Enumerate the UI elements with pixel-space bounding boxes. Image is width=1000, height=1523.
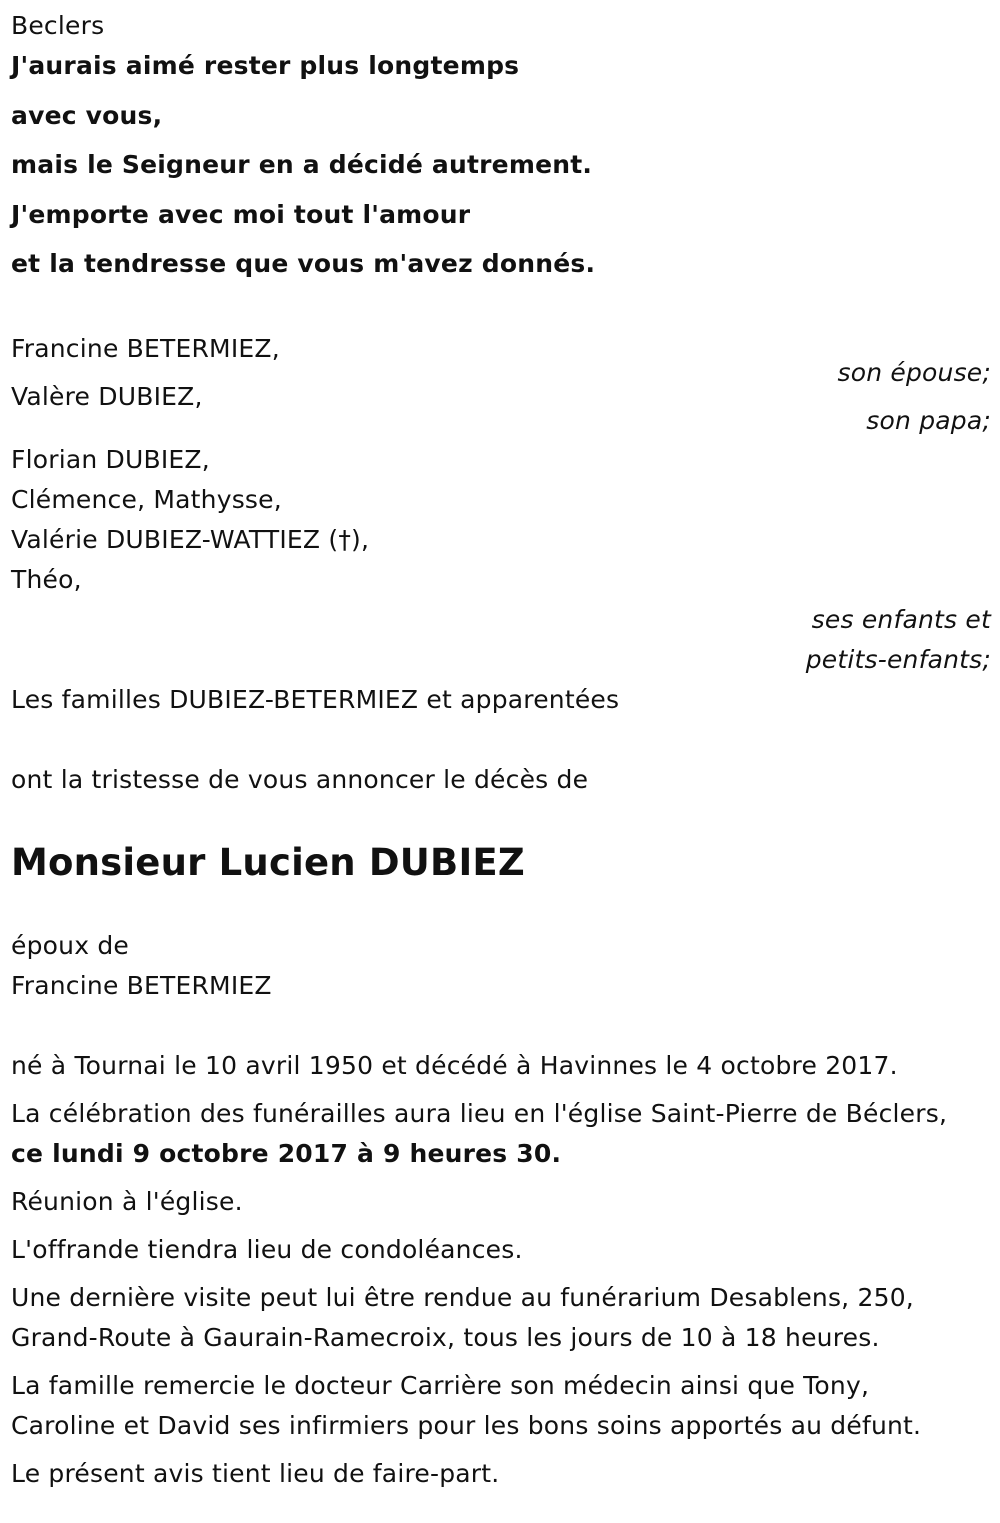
funeral-line: La célébration des funérailles aura lieu en l'église Saint-Pierre de Béclers, — [11, 1098, 948, 1128]
thanks-line: Caroline et David ses infirmiers pour les bons soins apportés au défunt. — [11, 1410, 922, 1440]
funeral-date: ce lundi 9 octobre 2017 à 9 heures 30. — [11, 1138, 562, 1168]
thanks-line: La famille remercie le docteur Carrière son médecin ainsi que Tony, — [11, 1370, 870, 1400]
children-role: petits-enfants; — [805, 644, 991, 674]
obituary-notice — [11, 6, 991, 1494]
father-name: Valère DUBIEZ, — [11, 381, 203, 411]
birth-death: né à Tournai le 10 avril 1950 et décédé à Havinnes le 4 octobre 2017. — [11, 1050, 898, 1080]
notice: Le présent avis tient lieu de faire-part. — [11, 1458, 500, 1488]
family-list — [11, 329, 991, 720]
child-name: Clémence, Mathysse, — [11, 484, 282, 514]
poem-line: avec vous, — [11, 100, 163, 130]
visit-line: Une dernière visite peut lui être rendue au funérarium Desablens, 250, — [11, 1282, 914, 1312]
spouse-of — [11, 926, 991, 1006]
child-name: Théo, — [11, 564, 82, 594]
spouse-role: son épouse; — [837, 357, 991, 387]
father-role: son papa; — [866, 405, 991, 435]
spouse-name: Francine BETERMIEZ, — [11, 333, 280, 363]
children-list — [11, 440, 991, 600]
thanks — [11, 1366, 991, 1446]
poem-line: J'aurais aimé rester plus longtemps — [11, 51, 520, 80]
visit-line: Grand-Route à Gaurain-Ramecroix, tous les jours de 10 à 18 heures. — [11, 1322, 880, 1352]
offering: L'offrande tiendra lieu de condoléances. — [11, 1234, 523, 1264]
spouse-of-label: époux de — [11, 930, 129, 960]
funeral-info — [11, 1094, 991, 1174]
deceased-name: Monsieur Lucien DUBIEZ — [11, 840, 525, 884]
child-name: Valérie DUBIEZ-WATTIEZ (†), — [11, 524, 370, 554]
child-name: Florian DUBIEZ, — [11, 444, 210, 474]
location: Beclers — [11, 11, 105, 40]
poem-line: et la tendresse que vous m'avez donnés. — [11, 249, 596, 278]
meeting: Réunion à l'église. — [11, 1186, 243, 1216]
poem-line: J'emporte avec moi tout l'amour — [11, 199, 471, 229]
details — [11, 1046, 991, 1494]
announcement: ont la tristesse de vous annoncer le décès de — [11, 764, 589, 794]
visit-info — [11, 1278, 991, 1358]
poem-line: mais le Seigneur en a décidé autrement. — [11, 150, 593, 179]
spouse-of-name: Francine BETERMIEZ — [11, 970, 272, 1000]
families: Les familles DUBIEZ-BETERMIEZ et apparentées — [11, 684, 620, 714]
poem — [11, 46, 991, 294]
children-role: ses enfants et — [811, 604, 991, 634]
